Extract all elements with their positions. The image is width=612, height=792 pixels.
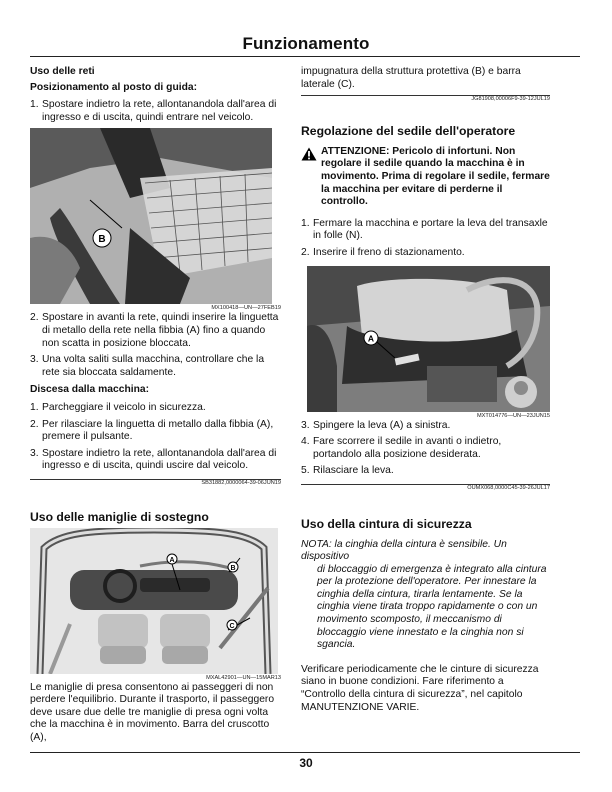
boarding-subheading: Posizionamento al posto di guida: xyxy=(30,81,198,93)
net-photo-image xyxy=(30,128,272,304)
seat-photo-image xyxy=(307,266,550,412)
seat-adjust-heading: Regolazione del sedile dell'operatore xyxy=(301,124,516,139)
grab-handles-caption: MXAL42901—UN—15MAR13 xyxy=(206,674,281,681)
seat-step-1: 1. Fermare la macchina e portare la leva del transaxle in folle (N). xyxy=(301,217,548,242)
seatbelt-body: Verificare periodicamente che le cinture di sicurezza siano in buone condizioni. Fare riferimento a “Controllo della cintura di sicurezza”, nel capitolo MANUTENZIONE VARIE. xyxy=(301,663,539,713)
callout-b-handle: B xyxy=(230,564,236,572)
seatbelt-note-lead: NOTA: la cinghia della cintura è sensibile. Un dispositivo xyxy=(301,538,507,563)
seat-step-4: 4. Fare scorrere il sedile in avanti o indietro, portandolo alla posizione desiderata. xyxy=(301,436,502,460)
seat-warning xyxy=(301,146,550,209)
seatbelt-heading: Uso della cintura di sicurezza xyxy=(301,516,472,531)
left-column xyxy=(30,66,281,744)
seat-step-5: 5. Rilasciare la leva. xyxy=(301,465,394,477)
grab-handles-photo xyxy=(30,528,281,682)
page-title: Funzionamento xyxy=(242,34,370,53)
net-photo-caption: MX100418—UN—27FEB19 xyxy=(211,305,281,312)
seat-step-2: 2. Inserire il freno di stazionamento. xyxy=(301,246,465,258)
nets-heading: Uso delle reti xyxy=(30,66,95,77)
seat-step-3: 3. Spingere la leva (A) a sinistra. xyxy=(301,419,451,431)
seatbelt-note xyxy=(301,539,550,652)
seat-photo xyxy=(301,266,550,420)
grab-handles-body: Le maniglie di presa consentono ai passeggeri di non perdere l'equilibrio. Durante il trasporto, il passeggero deve usare due delle tre maniglie di presa ogni volta che la macchina è in movimento. Barra del cruscotto (A), xyxy=(30,681,275,743)
exit-step-2: 2. Per rilasciare la linguetta di metallo dalla fibbia (A), premere il pulsante. xyxy=(30,418,274,443)
callout-a-lever: A xyxy=(367,333,375,344)
grab-handles-image xyxy=(30,528,278,674)
page-number: 30 xyxy=(299,756,313,770)
callout-b: B xyxy=(98,234,106,246)
callout-c: C xyxy=(229,622,235,630)
seat-ref-code: OUMX068,0000C45-39-26JUL17 xyxy=(467,484,550,491)
header-rule xyxy=(30,56,580,57)
continued-ref-code: JG81908,00006F9-39-12JUL19 xyxy=(471,96,550,103)
boarding-step-2: 2. Spostare in avanti la rete, quindi inserire la linguetta di metallo della rete nella fibbia (A) fino a quando non scatta in posizione bloccata. xyxy=(30,312,279,349)
boarding-step-3: 3. Una volta saliti sulla macchina, controllare che la rete sia bloccata saldamente. xyxy=(30,354,265,378)
exit-step-3: 3. Spostare indietro la rete, allontanandola dall'area di ingresso e di uscita, quindi uscire dal veicolo. xyxy=(30,447,277,472)
warning-icon xyxy=(301,147,317,161)
callout-a: A xyxy=(169,556,175,564)
continued-text: impugnatura della struttura protettiva (B) e barra laterale (C). xyxy=(301,66,521,90)
footer-rule xyxy=(30,752,580,753)
exit-step-1: 1. Parcheggiare il veicolo in sicurezza. xyxy=(30,401,206,413)
nets-ref-code: SB31882,0000064-39-06JUN19 xyxy=(201,479,281,486)
right-column xyxy=(301,66,550,714)
exit-subheading: Discesa dalla macchina: xyxy=(30,384,150,396)
grab-handles-heading: Uso delle maniglie di sostegno xyxy=(30,509,209,524)
seatbelt-note-rest: di bloccaggio di emergenza è integrato alla cintura per la protezione dell'operatore. Per innestare la cinghia della cintura, tirarla lentamente. Se la cinghia viene tirata troppo rapidamente o con un movimento scomposto, il meccanismo di bloccaggio viene innestato e la cinghia non si sgancia. xyxy=(317,563,547,651)
net-photo xyxy=(30,128,281,312)
boarding-step-1: 1. Spostare indietro la rete, allontanandola dall'area di ingresso e di uscita, quindi entrare nel veicolo. xyxy=(30,99,277,123)
seat-photo-caption: MXT014776—UN—23JUN15 xyxy=(476,412,550,419)
seat-warning-text: ATTENZIONE: Pericolo di infortuni. Non regolare il sedile quando la macchina è in movimento. Prima di regolare il sedile, fermare la macchina per evitare di perderne il controllo. xyxy=(321,145,550,208)
